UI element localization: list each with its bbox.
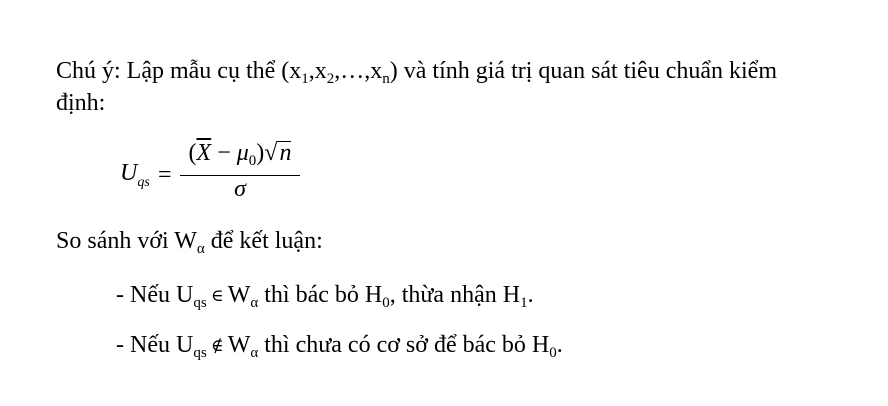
rule2-u-sub: qs: [193, 345, 207, 361]
rule2-w-sub: α: [250, 345, 259, 361]
compare-suffix: để kết luận:: [204, 228, 323, 254]
rule1-mid: thì bác bỏ H: [258, 282, 383, 308]
rule2-h0-sub: 0: [549, 345, 557, 361]
rule2-w: W: [227, 332, 251, 358]
formula-fraction: [178, 140, 302, 210]
formula-u: U: [120, 160, 138, 186]
compare-alpha-sub: α: [196, 241, 205, 257]
intro-line-2: định:: [56, 90, 106, 116]
num-xbar: $\overline{X}$: [196, 140, 212, 166]
sqrt-argument: n: [279, 140, 292, 166]
subscript-1: 1: [301, 71, 309, 87]
num-close-paren: ): [256, 140, 265, 166]
intro-text-suffix: ) và tính giá trị quan sát tiêu chuẩn kiểm: [389, 58, 778, 84]
formula-denominator: σ: [234, 176, 246, 202]
intro-text-comma: ,x: [308, 58, 327, 84]
rule1-w: W: [227, 282, 251, 308]
rule2-prefix: - Nếu U: [116, 332, 194, 358]
rule-reject-line: [116, 280, 534, 311]
intro-text-prefix: Chú ý: Lập mẫu cụ thể (x: [56, 58, 302, 84]
rule1-h0-sub: 0: [382, 295, 390, 311]
formula-lhs: [120, 160, 150, 190]
compare-prefix: So sánh với W: [56, 228, 197, 254]
rule2-end: .: [556, 332, 563, 358]
sqrt-sign: √: [264, 140, 278, 166]
formula-numerator: [178, 140, 302, 167]
num-mu-sub: 0: [248, 153, 257, 169]
compare-line: [56, 226, 323, 256]
rule1-end: .: [527, 282, 534, 308]
subscript-n: n: [382, 71, 390, 87]
rule1-u-sub: qs: [193, 295, 207, 311]
rule-accept-line: [116, 330, 563, 361]
intro-text-ellipsis: ,…,x: [334, 58, 383, 84]
not-element-of-icon: ∉: [206, 336, 228, 355]
element-of-icon: ∈: [206, 286, 228, 305]
num-mu: μ: [236, 140, 249, 166]
rule1-prefix: - Nếu U: [116, 282, 194, 308]
test-statistic-formula: [120, 140, 310, 210]
num-minus: −: [211, 140, 237, 166]
formula-u-sub: qs: [137, 175, 150, 190]
rule2-mid: thì chưa có cơ sở để bác bỏ H: [258, 332, 550, 358]
rule1-h1-sub: 1: [520, 295, 528, 311]
rule1-mid2: , thừa nhận H: [389, 282, 521, 308]
rule1-w-sub: α: [250, 295, 259, 311]
num-open-paren: (: [188, 140, 197, 166]
intro-line-1: [56, 56, 777, 86]
formula-equals: =: [158, 162, 172, 188]
subscript-2: 2: [326, 71, 335, 87]
